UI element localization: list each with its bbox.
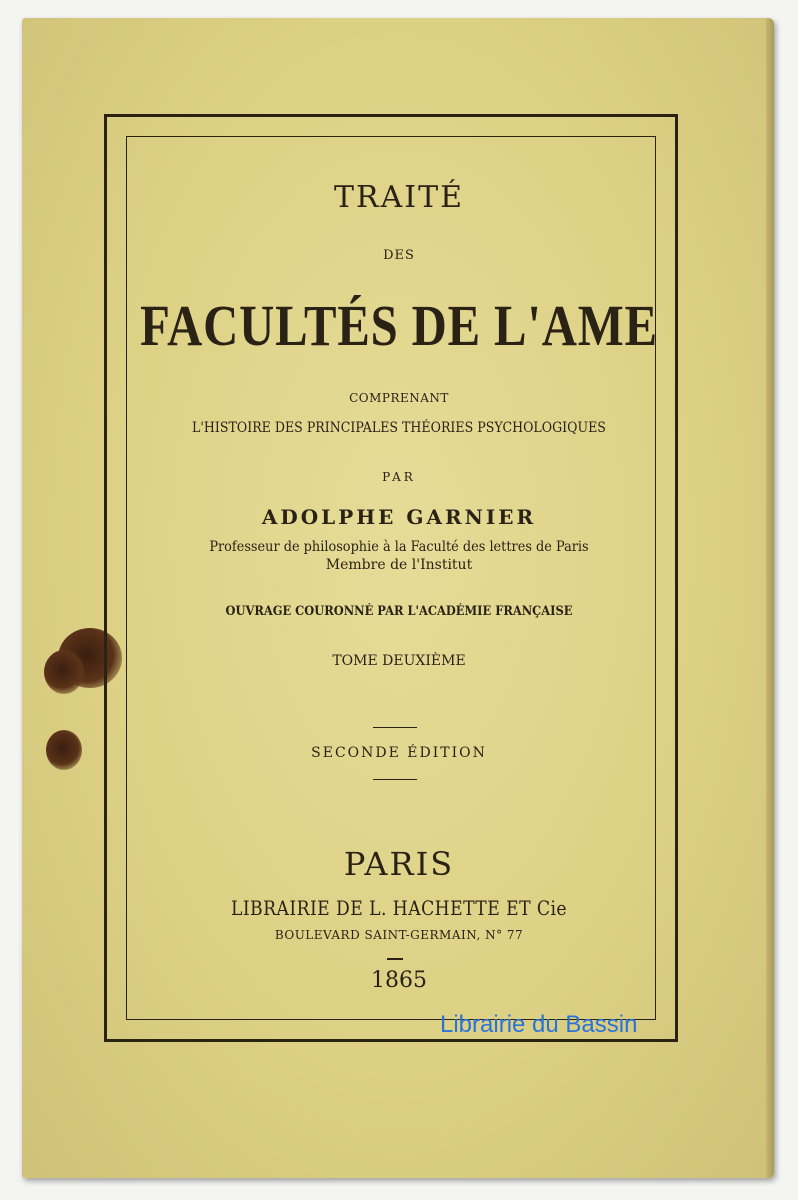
divider-small: [387, 958, 403, 960]
watermark-text: Librairie du Bassin: [440, 1011, 638, 1038]
award-line: OUVRAGE COURONNÉ PAR L'ACADÉMIE FRANÇAISE: [225, 604, 573, 619]
publisher-address: BOULEVARD SAINT-GERMAIN, N° 77: [274, 928, 524, 942]
publisher-name: LIBRAIRIE DE L. HACHETTE ET Cie: [230, 896, 568, 920]
subtitle: L'HISTOIRE DES PRINCIPALES THÉORIES PSYCHOLOGIQUES: [192, 420, 606, 436]
divider-top: [373, 727, 417, 728]
title-line-2: DES: [383, 248, 415, 263]
edition-label: SECONDE ÉDITION: [311, 745, 487, 761]
author-name: ADOLPHE GARNIER: [261, 505, 537, 529]
author-membership: Membre de l'Institut: [325, 557, 473, 573]
divider-bottom: [373, 779, 417, 780]
title-line-1: TRAITÉ: [333, 180, 465, 215]
author-title: Professeur de philosophie à la Faculté des lettres de Paris: [209, 539, 589, 555]
volume-label: TOME DEUXIÈME: [332, 653, 466, 669]
cover-frame-inner: [126, 136, 656, 1020]
publisher-city: PARIS: [343, 845, 455, 883]
par-label: PAR: [382, 470, 416, 484]
main-title: FACULTÉS DE L'AME: [140, 293, 658, 358]
comprenant-label: COMPRENANT: [349, 391, 449, 405]
publication-year: 1865: [371, 968, 427, 993]
